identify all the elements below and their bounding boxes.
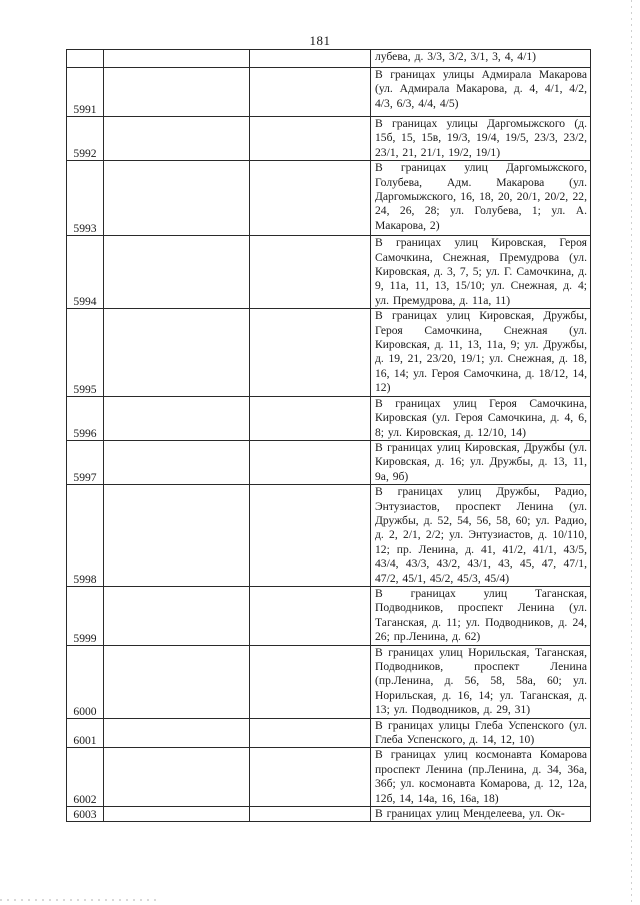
row-description: В границах улицы Глеба Успенского (ул. Глеба Успенского, д. 14, 12, 10) [371, 718, 591, 748]
empty-cell [104, 68, 250, 117]
empty-cell [250, 485, 371, 587]
empty-cell [104, 396, 250, 440]
row-number: 5995 [67, 309, 104, 396]
row-description: В границах улицы Даргомыжского (д. 15б, 15, 15в, 19/3, 19/4, 19/5, 23/3, 23/2, 23/1, 21, 21/1, 19/2, 19/1) [371, 117, 591, 161]
table-row [67, 309, 591, 396]
page-number: 181 [309, 33, 331, 48]
empty-cell [104, 645, 250, 718]
empty-cell [250, 50, 371, 68]
table-row [67, 748, 591, 807]
empty-cell [250, 161, 371, 236]
row-description: В границах улиц Героя Самочкина, Кировская (ул. Героя Самочкина, д. 4, 6, 8; ул. Кировская, д. 12/10, 14) [371, 396, 591, 440]
empty-cell [250, 309, 371, 396]
row-number: 5991 [67, 68, 104, 117]
empty-cell [104, 807, 250, 822]
row-description: В границах улиц Менделеева, ул. Ок- [371, 807, 591, 822]
empty-cell [104, 440, 250, 484]
row-number: 6003 [67, 807, 104, 822]
row-description: В границах улиц космонавта Комарова проспект Ленина (пр.Ленина, д. 34, 36а, 36б; ул. космонавта Комарова, д. 12, 12а, 12б, 14, 14а, 16, 16а, 18) [371, 748, 591, 807]
table-row [67, 485, 591, 587]
empty-cell [250, 236, 371, 309]
row-description: В границах улиц Дружбы, Радио, Энтузиастов, проспект Ленина (ул. Дружбы, д. 52, 54, 56, 58, 60; ул. Радио, д. 2, 2/1, 2/2; ул. Энтузиастов, д. 10/110, 12; пр. Ленина, д. 41, 41/2, 41/1, 43/5, 43/4, 43/3, 43/2, 43/1, 43, 45, 47, 47/1, 47/2, 45/1, 45/2, 45/3, 45/4) [371, 485, 591, 587]
empty-cell [104, 748, 250, 807]
empty-cell [250, 396, 371, 440]
row-number: 5998 [67, 485, 104, 587]
table-row [67, 236, 591, 309]
scan-edge-artifact [631, 0, 632, 905]
row-description: лубева, д. 3/3, 3/2, 3/1, 3, 4, 4/1) [371, 50, 591, 68]
table-row [67, 440, 591, 484]
empty-cell [104, 50, 250, 68]
empty-cell [104, 586, 250, 645]
row-number: 5996 [67, 396, 104, 440]
empty-cell [250, 68, 371, 117]
empty-cell [250, 807, 371, 822]
table-row [67, 718, 591, 748]
table-row [67, 807, 591, 822]
row-description: В границах улиц Кировская, Дружбы (ул. Кировская, д. 16; ул. Дружбы, д. 13, 11, 9а, 9б) [371, 440, 591, 484]
row-description: В границах улиц Кировская, Героя Самочкина, Снежная, Премудрова (ул. Кировская, д. 3, 7, 5; ул. Г. Самочкина, д. 9, 11а, 11, 13, 15/10; ул. Снежная, д. 4; ул. Премудрова, д. 11а, 11) [371, 236, 591, 309]
row-number: 6002 [67, 748, 104, 807]
row-number: 5992 [67, 117, 104, 161]
row-number: 5997 [67, 440, 104, 484]
empty-cell [104, 236, 250, 309]
row-description: В границах улиц Кировская, Дружбы, Героя Самочкина, Снежная (ул. Кировская, д. 11, 13, 11а, 9; ул. Дружбы, д. 19, 21, 23/20, 19/1; ул. Снежная, д. 18, 16, 14; ул. Героя Самочкина, д. 18/12, 14, 12) [371, 309, 591, 396]
empty-cell [104, 485, 250, 587]
empty-cell [250, 748, 371, 807]
table-row [67, 586, 591, 645]
table-row [67, 117, 591, 161]
row-description: В границах улиц Таганская, Подводников, проспект Ленина (ул. Таганская, д. 11; ул. Подводников, д. 24, 26; пр.Ленина, д. 62) [371, 586, 591, 645]
registry-table [66, 49, 591, 822]
empty-cell [250, 117, 371, 161]
row-number: 6000 [67, 645, 104, 718]
table-row [67, 161, 591, 236]
empty-cell [104, 309, 250, 396]
table-row [67, 68, 591, 117]
table-row [67, 396, 591, 440]
row-number: 5994 [67, 236, 104, 309]
empty-cell [250, 586, 371, 645]
empty-cell [104, 161, 250, 236]
row-number: 5999 [67, 586, 104, 645]
empty-cell [104, 117, 250, 161]
row-number: 6001 [67, 718, 104, 748]
empty-cell [250, 440, 371, 484]
row-description: В границах улиц Норильская, Таганская, Подводников, проспект Ленина (пр.Ленина, д. 56, 58, 58а, 60; ул. Норильская, д. 16, 14; ул. Таганская, д. 13; ул. Подводников, д. 29, 31) [371, 645, 591, 718]
empty-cell [250, 718, 371, 748]
empty-cell [250, 645, 371, 718]
table-row [67, 50, 591, 68]
scan-bottom-artifact [0, 899, 160, 901]
row-number [67, 50, 104, 68]
table-row [67, 645, 591, 718]
row-number: 5993 [67, 161, 104, 236]
row-description: В границах улицы Адмирала Макарова (ул. Адмирала Макарова, д. 4, 4/1, 4/2, 4/3, 6/3, 4/4, 4/5) [371, 68, 591, 117]
row-description: В границах улиц Даргомыжского, Голубева, Адм. Макарова (ул. Даргомыжского, 16, 18, 20, 20/1, 20/2, 22, 24, 26, 28; ул. Голубева, 1; ул. А. Макарова, 2) [371, 161, 591, 236]
empty-cell [104, 718, 250, 748]
